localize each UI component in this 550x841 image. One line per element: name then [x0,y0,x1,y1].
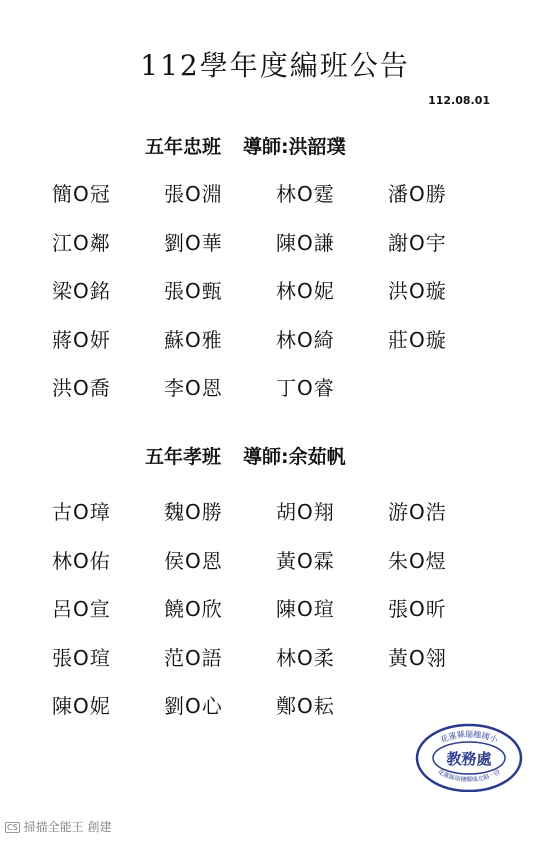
student-name: 林O霆 [276,182,335,206]
class-name: 五年忠班 [145,136,222,158]
notice-date: 112.08.01 [428,94,490,107]
student-name: 陳O瑄 [276,597,335,621]
student-name: 謝O宇 [388,230,447,255]
student-name: 林O柔 [276,645,335,670]
scanner-text: 掃描全能王 創建 [23,820,112,834]
student-name: 丁O睿 [276,376,335,400]
seal-ring-text: 花蓮縣瑞穗國小 [439,729,499,745]
page-title: 112學年度編班公告 [140,49,410,82]
student-name: 蘇O雅 [164,327,223,352]
student-name: 魏O勝 [164,500,223,524]
teacher-name: 導師:洪韶璞 [243,136,346,158]
scanner-watermark [5,818,112,835]
scanner-logo-icon: CS [7,823,18,832]
student-name: 劉O華 [164,230,223,255]
student-name: 游O浩 [388,500,447,524]
student-name: 朱O煜 [388,548,447,573]
student-name: 劉O心 [164,694,223,718]
student-name: 張O瑄 [52,645,111,670]
class-heading-zhong [145,132,346,159]
student-list-xiao [52,496,492,739]
seal-main-text: 教務處 [446,750,492,768]
class-heading-xiao [145,442,346,469]
student-name: 張O昕 [388,597,447,621]
student-name: 古O璋 [52,500,111,524]
student-name: 梁O銘 [52,279,111,303]
seal-graphic [414,720,524,792]
student-name: 范O語 [164,645,223,670]
student-name: 李O恩 [164,376,223,400]
student-name: 侯O恩 [164,548,223,573]
student-name: 呂O宣 [52,597,111,621]
student-name: 黃O翎 [388,645,447,670]
class-name: 五年孝班 [145,446,222,468]
seal-bottom-text: 花蓮縣瑞穗鄉瑞北路一段 [436,768,502,784]
student-name: 張O甄 [164,279,223,303]
student-name: 林O綺 [276,327,335,352]
teacher-name: 導師:余茹帆 [243,446,346,468]
student-name: 陳O謙 [276,230,335,255]
student-name: 江O鄰 [52,230,111,255]
student-name: 潘O勝 [388,182,447,206]
student-name: 饒O欣 [164,597,223,621]
student-name: 陳O妮 [52,694,111,718]
student-name: 胡O翔 [276,500,335,524]
student-name: 簡O冠 [52,182,111,206]
student-name: 林O佑 [52,548,111,573]
student-name: 洪O璇 [388,279,447,303]
student-name: 洪O喬 [52,376,111,400]
student-name: 張O淵 [164,182,223,206]
office-seal [414,720,524,792]
student-name: 莊O璇 [388,327,447,352]
student-name: 蔣O妍 [52,327,111,352]
student-name: 林O妮 [276,279,335,303]
student-name: 黃O霖 [276,548,335,573]
student-name: 鄭O耘 [276,694,335,718]
student-list-zhong [52,178,492,421]
